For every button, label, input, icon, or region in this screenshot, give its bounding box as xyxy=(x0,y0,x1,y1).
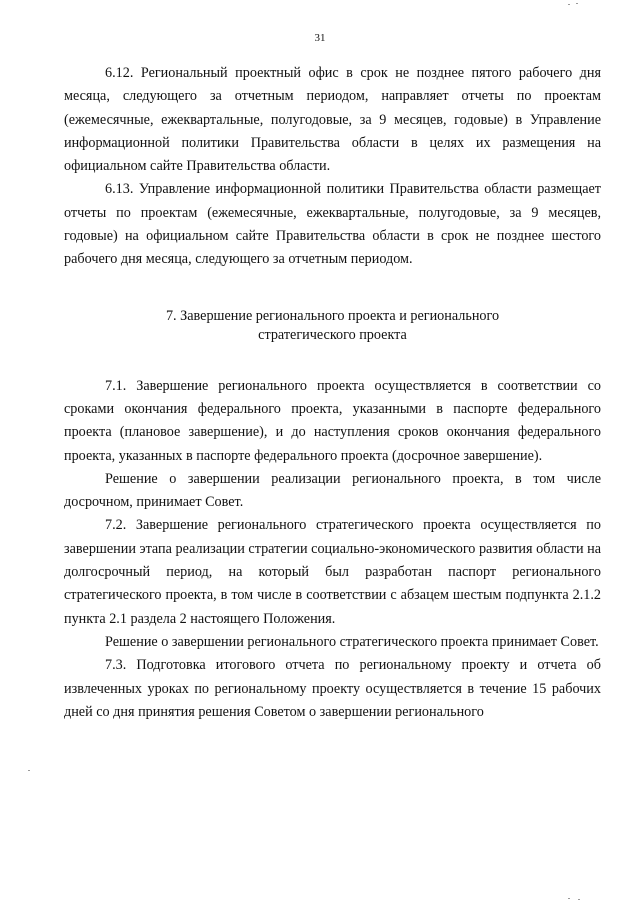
document-body xyxy=(64,62,601,724)
section-heading xyxy=(64,307,601,345)
paragraph-7-3: 7.3. Подготовка итогового отчета по региональному проекту и отчета об извлеченных уроках по региональному проекту осуществляется в течение 15 рабочих дней со дня принятия решения Советом о завершении регионального xyxy=(64,657,601,720)
scan-speck xyxy=(568,898,570,899)
scan-speck xyxy=(28,770,30,771)
scan-speck xyxy=(568,4,570,5)
paragraph-7-2: 7.2. Завершение регионального стратегического проекта осуществляется по завершении этапа реализации стратегии социально-экономического развития области на долгосрочный период, на который был разработан паспорт регионального стратегического проекта, в том числе в соответствии с абзацем шестым подпункта 2.1.2 пункта 2.1 раздела 2 настоящего Положения. xyxy=(64,517,601,627)
paragraph-6-12: 6.12. Региональный проектный офис в срок не позднее пятого рабочего дня месяца, следующего за отчетным периодом, направляет отчеты по проектам (ежемесячные, ежеквартальные, полугодовые, за 9 месяцев, годовые) в Управление информационной политики Правительства области в целях их размещения на официальном сайте Правительства области. xyxy=(64,65,601,175)
paragraph-7-1: 7.1. Завершение регионального проекта осуществляется в соответствии со сроками окончания федерального проекта, указанными в паспорте федерального проекта (плановое завершение), и до наступления сроков окончания федерального проекта, указанных в паспорте федерального проекта (досрочное завершение). xyxy=(64,377,601,464)
scan-speck xyxy=(578,899,580,900)
page-number: 31 xyxy=(314,32,326,44)
section-heading-line-2: стратегического проекта xyxy=(258,326,407,343)
paragraph-decision-regional: Решение о завершении реализации регионального проекта, в том числе досрочном, принимает Совет. xyxy=(64,470,601,511)
section-heading-line-1: 7. Завершение регионального проекта и регионального xyxy=(165,307,500,324)
paragraph-decision-strategic: Решение о завершении регионального стратегического проекта принимает Совет. xyxy=(105,633,599,650)
scan-speck xyxy=(576,3,578,4)
paragraph-6-13: 6.13. Управление информационной политики Правительства области размещает отчеты по проектам (ежемесячные, ежеквартальные, полугодовые, за 9 месяцев, годовые) на официальном сайте Правительства области в срок не позднее шестого рабочего дня месяца, следующего за отчетным периодом. xyxy=(64,181,601,268)
